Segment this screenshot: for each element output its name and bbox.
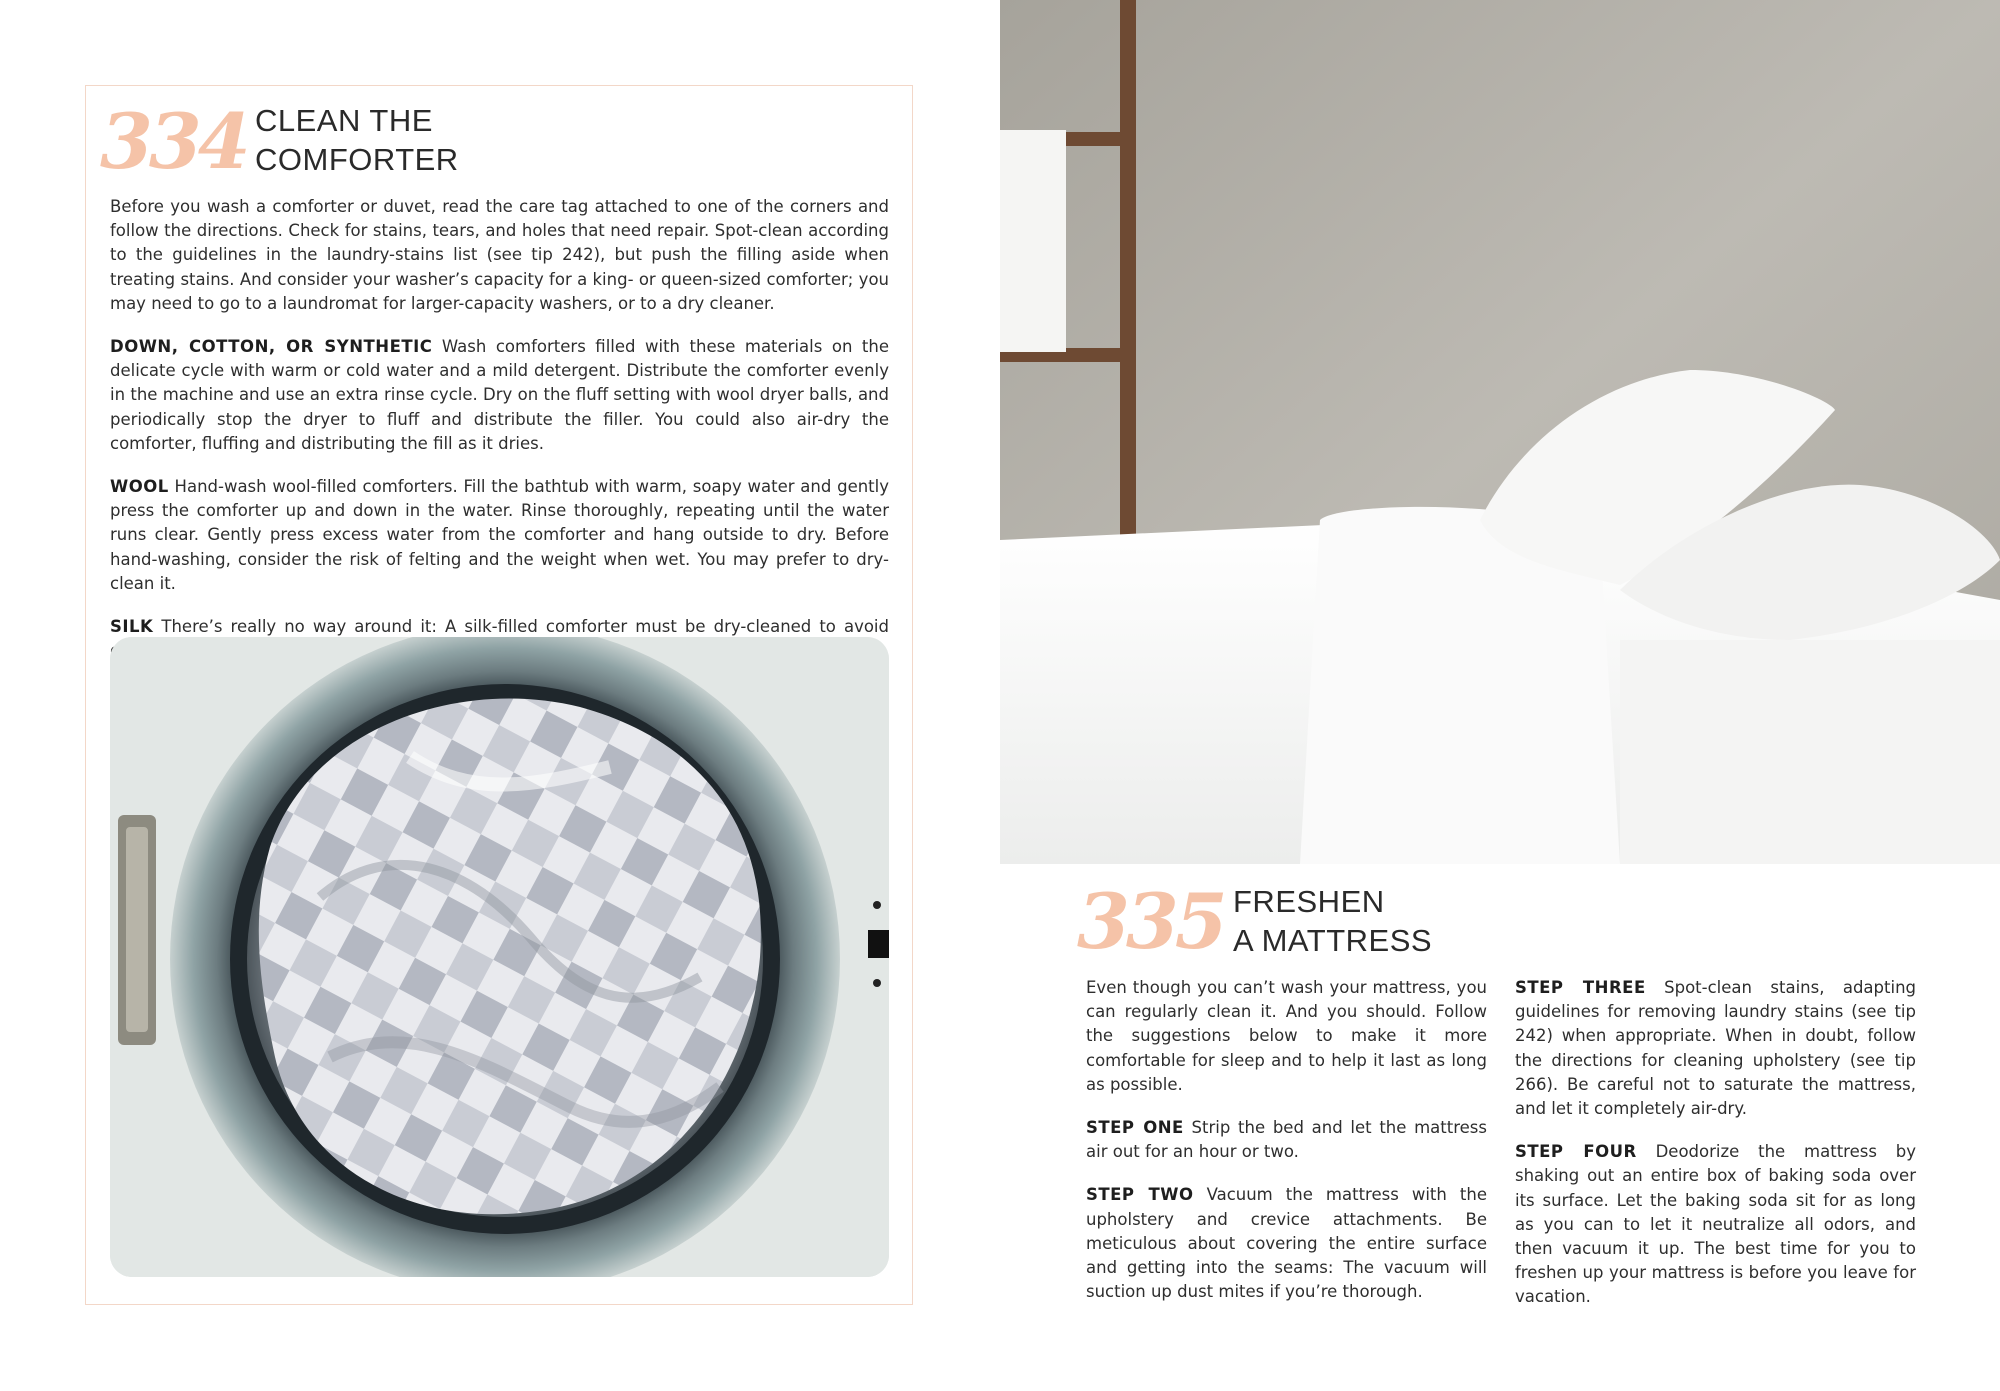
tip-335-column-2 (1515, 976, 1916, 1329)
ladder-rail (1120, 0, 1136, 560)
tip-334-intro: Before you wash a comforter or duvet, read the care tag attached to one of the corners and follow the directions. Check for stains, tears, and holes that need repair. Spot-clean according to the guidelines in the laundry-stains list (see tip 242), but push the filling aside when treating stains. And consider your washer’s capacity for a king- or queen-sized comforter; you may need to go to a laundromat for larger-capacity washers, or to a dry cleaner. (110, 197, 889, 313)
tip-334-panel (85, 85, 913, 1305)
tip-335-column-1 (1086, 976, 1487, 1323)
washer-illustration (110, 637, 889, 1277)
mattress-side (1620, 640, 2000, 864)
tip-335-intro: Even though you can’t wash your mattress, you can regularly clean it. And you should. Follow the suggestions below to make it more comfortable for sleep and to help it last as long as possible. (1086, 978, 1487, 1094)
tip-334-body (110, 195, 889, 682)
section-lead: SILK (110, 617, 154, 637)
tip-number-335: 335 (1077, 877, 1224, 966)
step-text: Strip the bed and let the mattress air out for an hour or two. (1086, 1118, 1487, 1162)
step-text: Vacuum the mattress with the upholstery and crevice attachments. Be meticulous about covering the entire surface and getting into the seams: The vacuum will suction up dust mites if you’re thorough. (1086, 1185, 1487, 1302)
panel-dot-2 (873, 979, 881, 987)
step-text: Deodorize the mattress by shaking out an entire box of baking soda over its surface. Let the baking soda sit for as long as you can to let it neutralize all odors, and then vacuum it up. The best time for you to freshen up your mattress is before you leave for vacation. (1515, 1142, 1917, 1307)
tip-335-step-two (1086, 1183, 1487, 1304)
door-latch (868, 930, 889, 958)
tip-334-section-down (110, 335, 889, 456)
tip-335-step-four (1515, 1140, 1916, 1309)
step-lead: STEP FOUR (1515, 1142, 1637, 1162)
bed-photo (1000, 0, 2000, 864)
panel-dot-1 (873, 901, 881, 909)
step-lead: STEP ONE (1086, 1118, 1184, 1138)
washing-machine-photo (110, 637, 889, 1277)
step-text: Spot-clean stains, adapting guidelines for removing laundry stains (see tip 242) when appropriate. When in doubt, follow the directions for cleaning upholstery (see tip 266). Be careful not to saturate the mattress, and let it completely air-dry. (1515, 978, 1917, 1119)
section-lead: WOOL (110, 477, 169, 497)
tip-335-title-line2: A MATTRESS (1233, 923, 1433, 958)
hanging-towel (1000, 130, 1066, 352)
tip-334-section-wool (110, 475, 889, 596)
tip-334-title-line1: CLEAN THE (255, 103, 433, 138)
section-lead: DOWN, COTTON, OR SYNTHETIC (110, 337, 433, 357)
section-text: Wash comforters filled with these materials on the delicate cycle with warm or cold water and a mild detergent. Distribute the comforter evenly in the machine and use an extra rinse cycle. Dry on the fluff setting with wool dryer balls, and periodically stop the dryer to fluff and distribute the filler. You could also air-dry the comforter, fluffing and distributing the fill as it dries. (110, 337, 890, 453)
bed-illustration (1000, 0, 2000, 864)
step-lead: STEP TWO (1086, 1185, 1194, 1205)
tip-335-title (1233, 882, 1432, 960)
tip-number-334: 334 (100, 97, 247, 186)
tip-335-step-one (1086, 1116, 1487, 1164)
tip-335-title-line1: FRESHEN (1233, 884, 1385, 919)
section-text: There’s really no way around it: A silk-filled comforter must be dry-cleaned to avoid (161, 617, 889, 637)
tip-334-title-line2: COMFORTER (255, 142, 459, 177)
tip-335-step-three (1515, 976, 1916, 1121)
tip-334-title (255, 101, 459, 179)
step-lead: STEP THREE (1515, 978, 1646, 997)
section-text: Hand-wash wool-filled comforters. Fill the bathtub with warm, soapy water and gently press the comforter up and down in the water. Rinse thoroughly, repeating until the water runs clear. Gently press excess water from the comforter and hang outside to dry. Before hand-washing, consider the risk of felting and the weight when wet. You may prefer to dry-clean it. (110, 477, 889, 593)
